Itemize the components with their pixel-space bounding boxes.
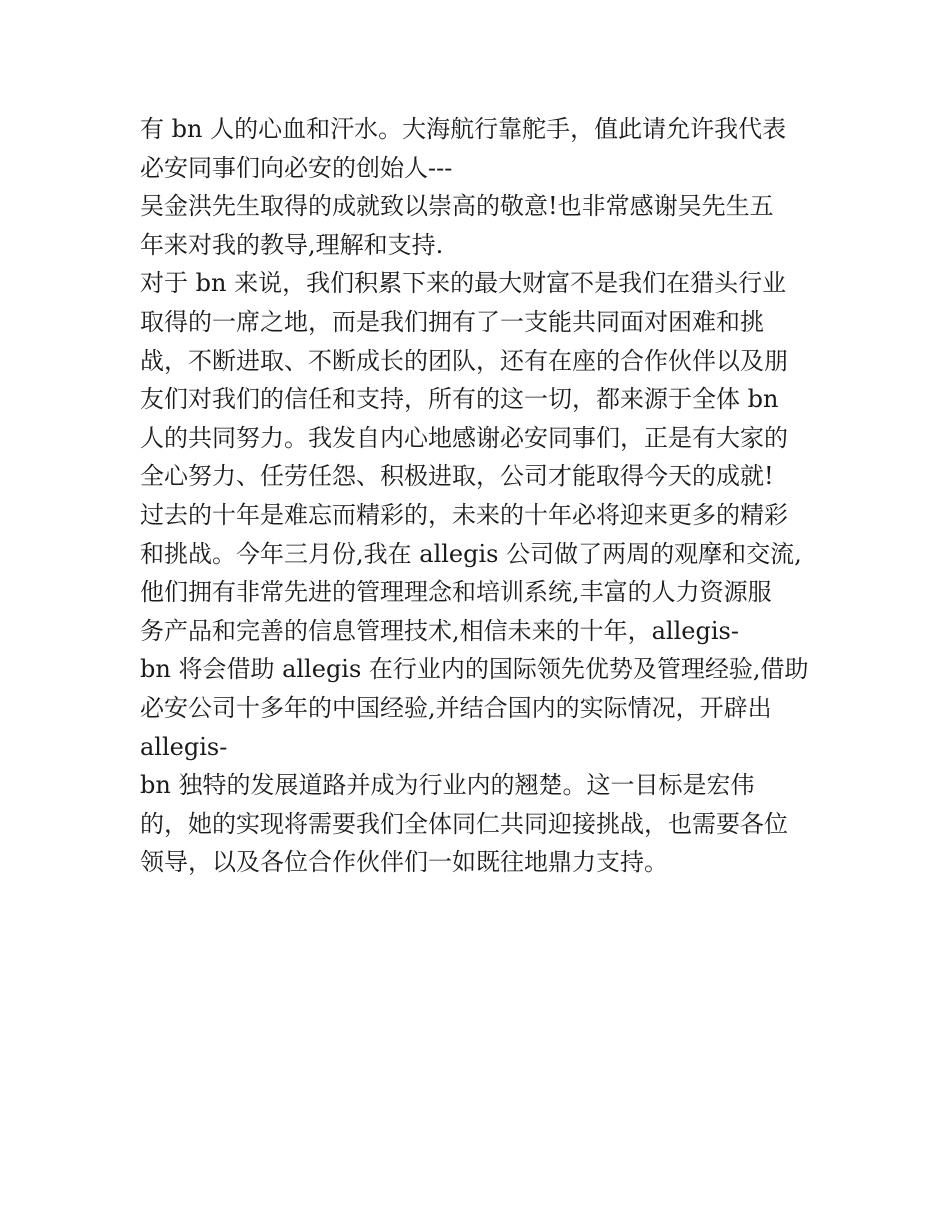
text-line: 过去的十年是难忘而精彩的，未来的十年必将迎来更多的精彩 <box>140 500 788 529</box>
text-line: 吴金洪先生取得的成就致以崇高的敬意!也非常感谢吴先生五 <box>140 192 774 221</box>
text-line: allegis- <box>140 732 228 761</box>
text-line: 必安同事们向必安的创始人--- <box>140 153 453 182</box>
text-line: 必安公司十多年的中国经验,并结合国内的实际情况，开辟出 <box>140 693 772 722</box>
text-line: 年来对我的教导,理解和支持. <box>140 230 444 259</box>
body-text <box>140 110 830 882</box>
text-line: 友们对我们的信任和支持，所有的这一切，都来源于全体 bn <box>140 385 779 414</box>
text-line: bn 独特的发展道路并成为行业内的翘楚。这一目标是宏伟 <box>140 771 755 800</box>
text-line: 务产品和完善的信息管理技术,相信未来的十年，allegis- <box>140 616 739 645</box>
text-line: 全心努力、任劳任怨、积极进取，公司才能取得今天的成就! <box>140 462 774 491</box>
text-line: 有 bn 人的心血和汗水。大海航行靠舵手，值此请允许我代表 <box>140 115 787 143</box>
text-line: 取得的一席之地，而是我们拥有了一支能共同面对困难和挑 <box>140 307 764 336</box>
text-line: 的，她的实现将需要我们全体同仁共同迎接挑战，也需要各位 <box>140 809 788 838</box>
text-line: 他们拥有非常先进的管理理念和培训系统,丰富的人力资源服 <box>140 578 772 607</box>
text-line: 人的共同努力。我发自内心地感谢必安同事们，正是有大家的 <box>140 423 788 452</box>
text-line: 对于 bn 来说，我们积累下来的最大财富不是我们在猎头行业 <box>140 269 787 298</box>
text-line: 和挑战。今年三月份,我在 allegis 公司做了两周的观摩和交流, <box>140 539 802 568</box>
text-line: 领导，以及各位合作伙伴们一如既往地鼎力支持。 <box>140 848 668 877</box>
text-line: bn 将会借助 allegis 在行业内的国际领先优势及管理经验,借助 <box>140 655 809 684</box>
text-line: 战，不断进取、不断成长的团队，还有在座的合作伙伴以及朋 <box>140 346 788 375</box>
